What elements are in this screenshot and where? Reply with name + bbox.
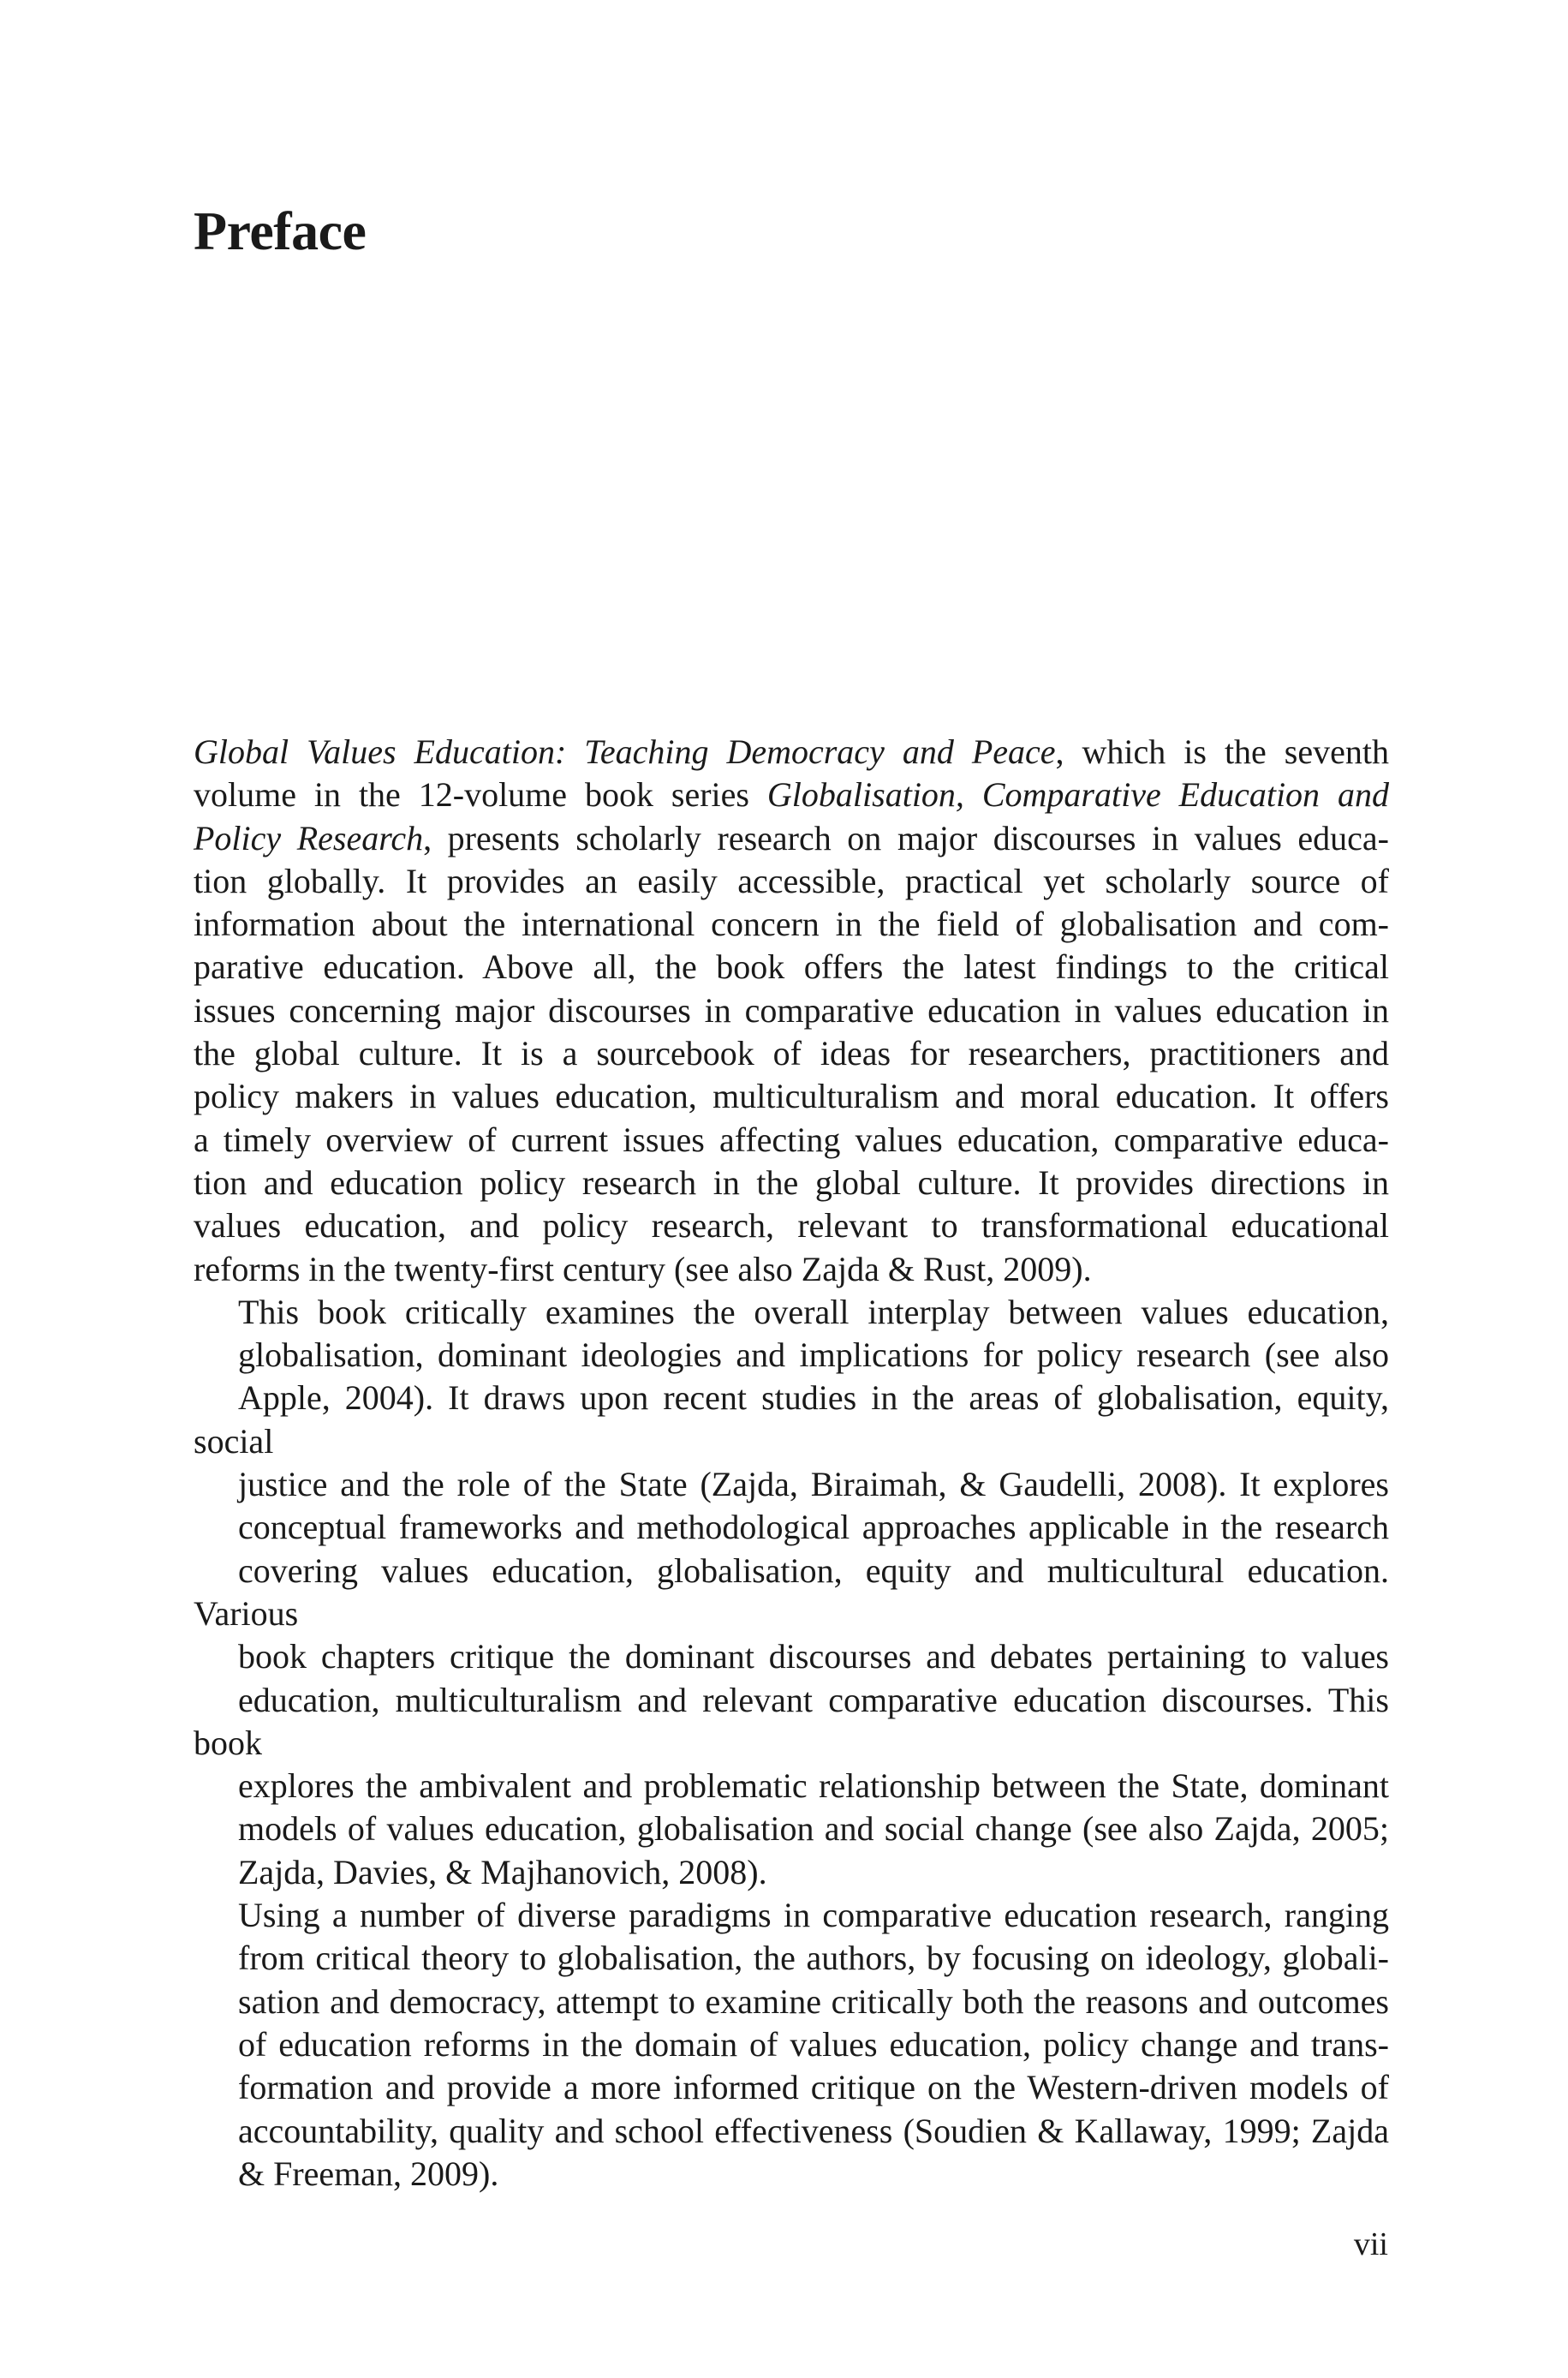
text-line: [194, 1765, 1389, 1807]
page-number: vii: [1353, 2226, 1388, 2262]
line-text: book chapters critique the dominant discourses and debates pertaining to values: [238, 1637, 1389, 1676]
line-text: sation and democracy, attempt to examine critically both the reasons and outcomes: [238, 1981, 1389, 2021]
line-text: a timely overview of current issues affecting values education, comparative educa-: [194, 1120, 1389, 1159]
line-text: , which is the seventh: [1055, 732, 1389, 771]
text-line: [194, 1506, 1389, 1549]
text-line: [194, 1204, 1389, 1247]
text-line: [194, 2110, 1389, 2153]
line-text: & Freeman, 2009).: [238, 2154, 499, 2193]
text-line: [194, 989, 1389, 1032]
text-line: [194, 1377, 1389, 1463]
line-text: education, multiculturalism and relevant comparative education discourses. This book: [194, 1680, 1389, 1762]
text-line: [194, 2153, 1389, 2196]
italic-title: Policy Research: [194, 818, 424, 857]
line-text: tion globally. It provides an easily accessible, practical yet scholarly source of: [194, 861, 1389, 900]
line-text: values education, and policy research, relevant to transformational educational: [194, 1206, 1389, 1246]
line-text: information about the international concern in the field of globalisation and com-: [194, 905, 1389, 944]
text-line: [194, 774, 1389, 816]
italic-title: Global Values Education: Teaching Democracy and Peace: [194, 732, 1056, 771]
text-line: [194, 1679, 1389, 1766]
text-line: [194, 1162, 1389, 1204]
text-line: [194, 1119, 1389, 1162]
line-text: , presents scholarly research on major discourses in values educa-: [423, 818, 1389, 857]
line-text: explores the ambivalent and problematic relationship between the State, dominant: [238, 1766, 1389, 1806]
line-text: Apple, 2004). It draws upon recent studies in the areas of globalisation, equity, social: [194, 1378, 1389, 1461]
text-line: [194, 1894, 1389, 1937]
text-line: [194, 1075, 1389, 1118]
line-text: covering values education, globalisation, equity and multicultural education. Various: [194, 1550, 1389, 1633]
text-line: [194, 1937, 1389, 1980]
italic-series-title: Globalisation, Comparative Education and: [766, 775, 1389, 815]
preface-body: [194, 731, 1389, 2196]
text-line: [194, 1981, 1389, 2023]
text-line: [194, 903, 1389, 946]
text-line: [194, 817, 1389, 860]
line-text: tion and education policy research in the global culture. It provides directions in: [194, 1162, 1389, 1202]
line-text: justice and the role of the State (Zajda, Biraimah, & Gaudelli, 2008). It explores: [238, 1465, 1389, 1504]
text-line: [194, 1463, 1389, 1506]
text-line: [194, 1635, 1389, 1678]
text-line: [194, 1807, 1389, 1850]
text-line: [194, 731, 1389, 774]
text-line: [194, 1851, 1389, 1894]
text-line: [194, 1334, 1389, 1377]
text-line: [194, 860, 1389, 903]
line-text: formation and provide a more informed critique on the Western-driven models of: [238, 2068, 1389, 2107]
line-text: of education reforms in the domain of values education, policy change and trans-: [238, 2024, 1389, 2064]
page-title: Preface: [194, 200, 367, 261]
paragraph: [194, 1894, 1389, 2196]
line-text: volume in the 12-volume book series: [194, 775, 767, 815]
line-text: Zajda, Davies, & Majhanovich, 2008).: [238, 1852, 767, 1891]
line-text: policy makers in values education, multiculturalism and moral education. It offers: [194, 1077, 1389, 1116]
text-line: [194, 1550, 1389, 1636]
line-text: reforms in the twenty-first century (see also Zajda & Rust, 2009).: [194, 1249, 1092, 1288]
line-text: the global culture. It is a sourcebook of ideas for researchers, practitioners and: [194, 1034, 1389, 1073]
text-line: [194, 1032, 1389, 1075]
text-line: [194, 1248, 1389, 1291]
text-line: [194, 1291, 1389, 1334]
paragraph: [194, 731, 1389, 1291]
line-text: conceptual frameworks and methodological approaches applicable in the research: [238, 1508, 1389, 1547]
paragraph: [194, 1291, 1389, 1894]
line-text: issues concerning major discourses in comparative education in values education in: [194, 990, 1389, 1030]
text-line: [194, 946, 1389, 989]
line-text: models of values education, globalisation and social change (see also Zajda, 2005;: [238, 1809, 1389, 1849]
line-text: Using a number of diverse paradigms in comparative education research, ranging: [238, 1896, 1389, 1935]
line-text: from critical theory to globalisation, the authors, by focusing on ideology, globali-: [238, 1939, 1389, 1978]
text-line: [194, 2066, 1389, 2109]
line-text: globalisation, dominant ideologies and implications for policy research (see also: [238, 1335, 1389, 1375]
line-text: accountability, quality and school effectiveness (Soudien & Kallaway, 1999; Zajda: [238, 2111, 1389, 2150]
line-text: This book critically examines the overall interplay between values education,: [238, 1292, 1389, 1331]
text-line: [194, 2023, 1389, 2066]
line-text: parative education. Above all, the book offers the latest findings to the critical: [194, 947, 1389, 987]
